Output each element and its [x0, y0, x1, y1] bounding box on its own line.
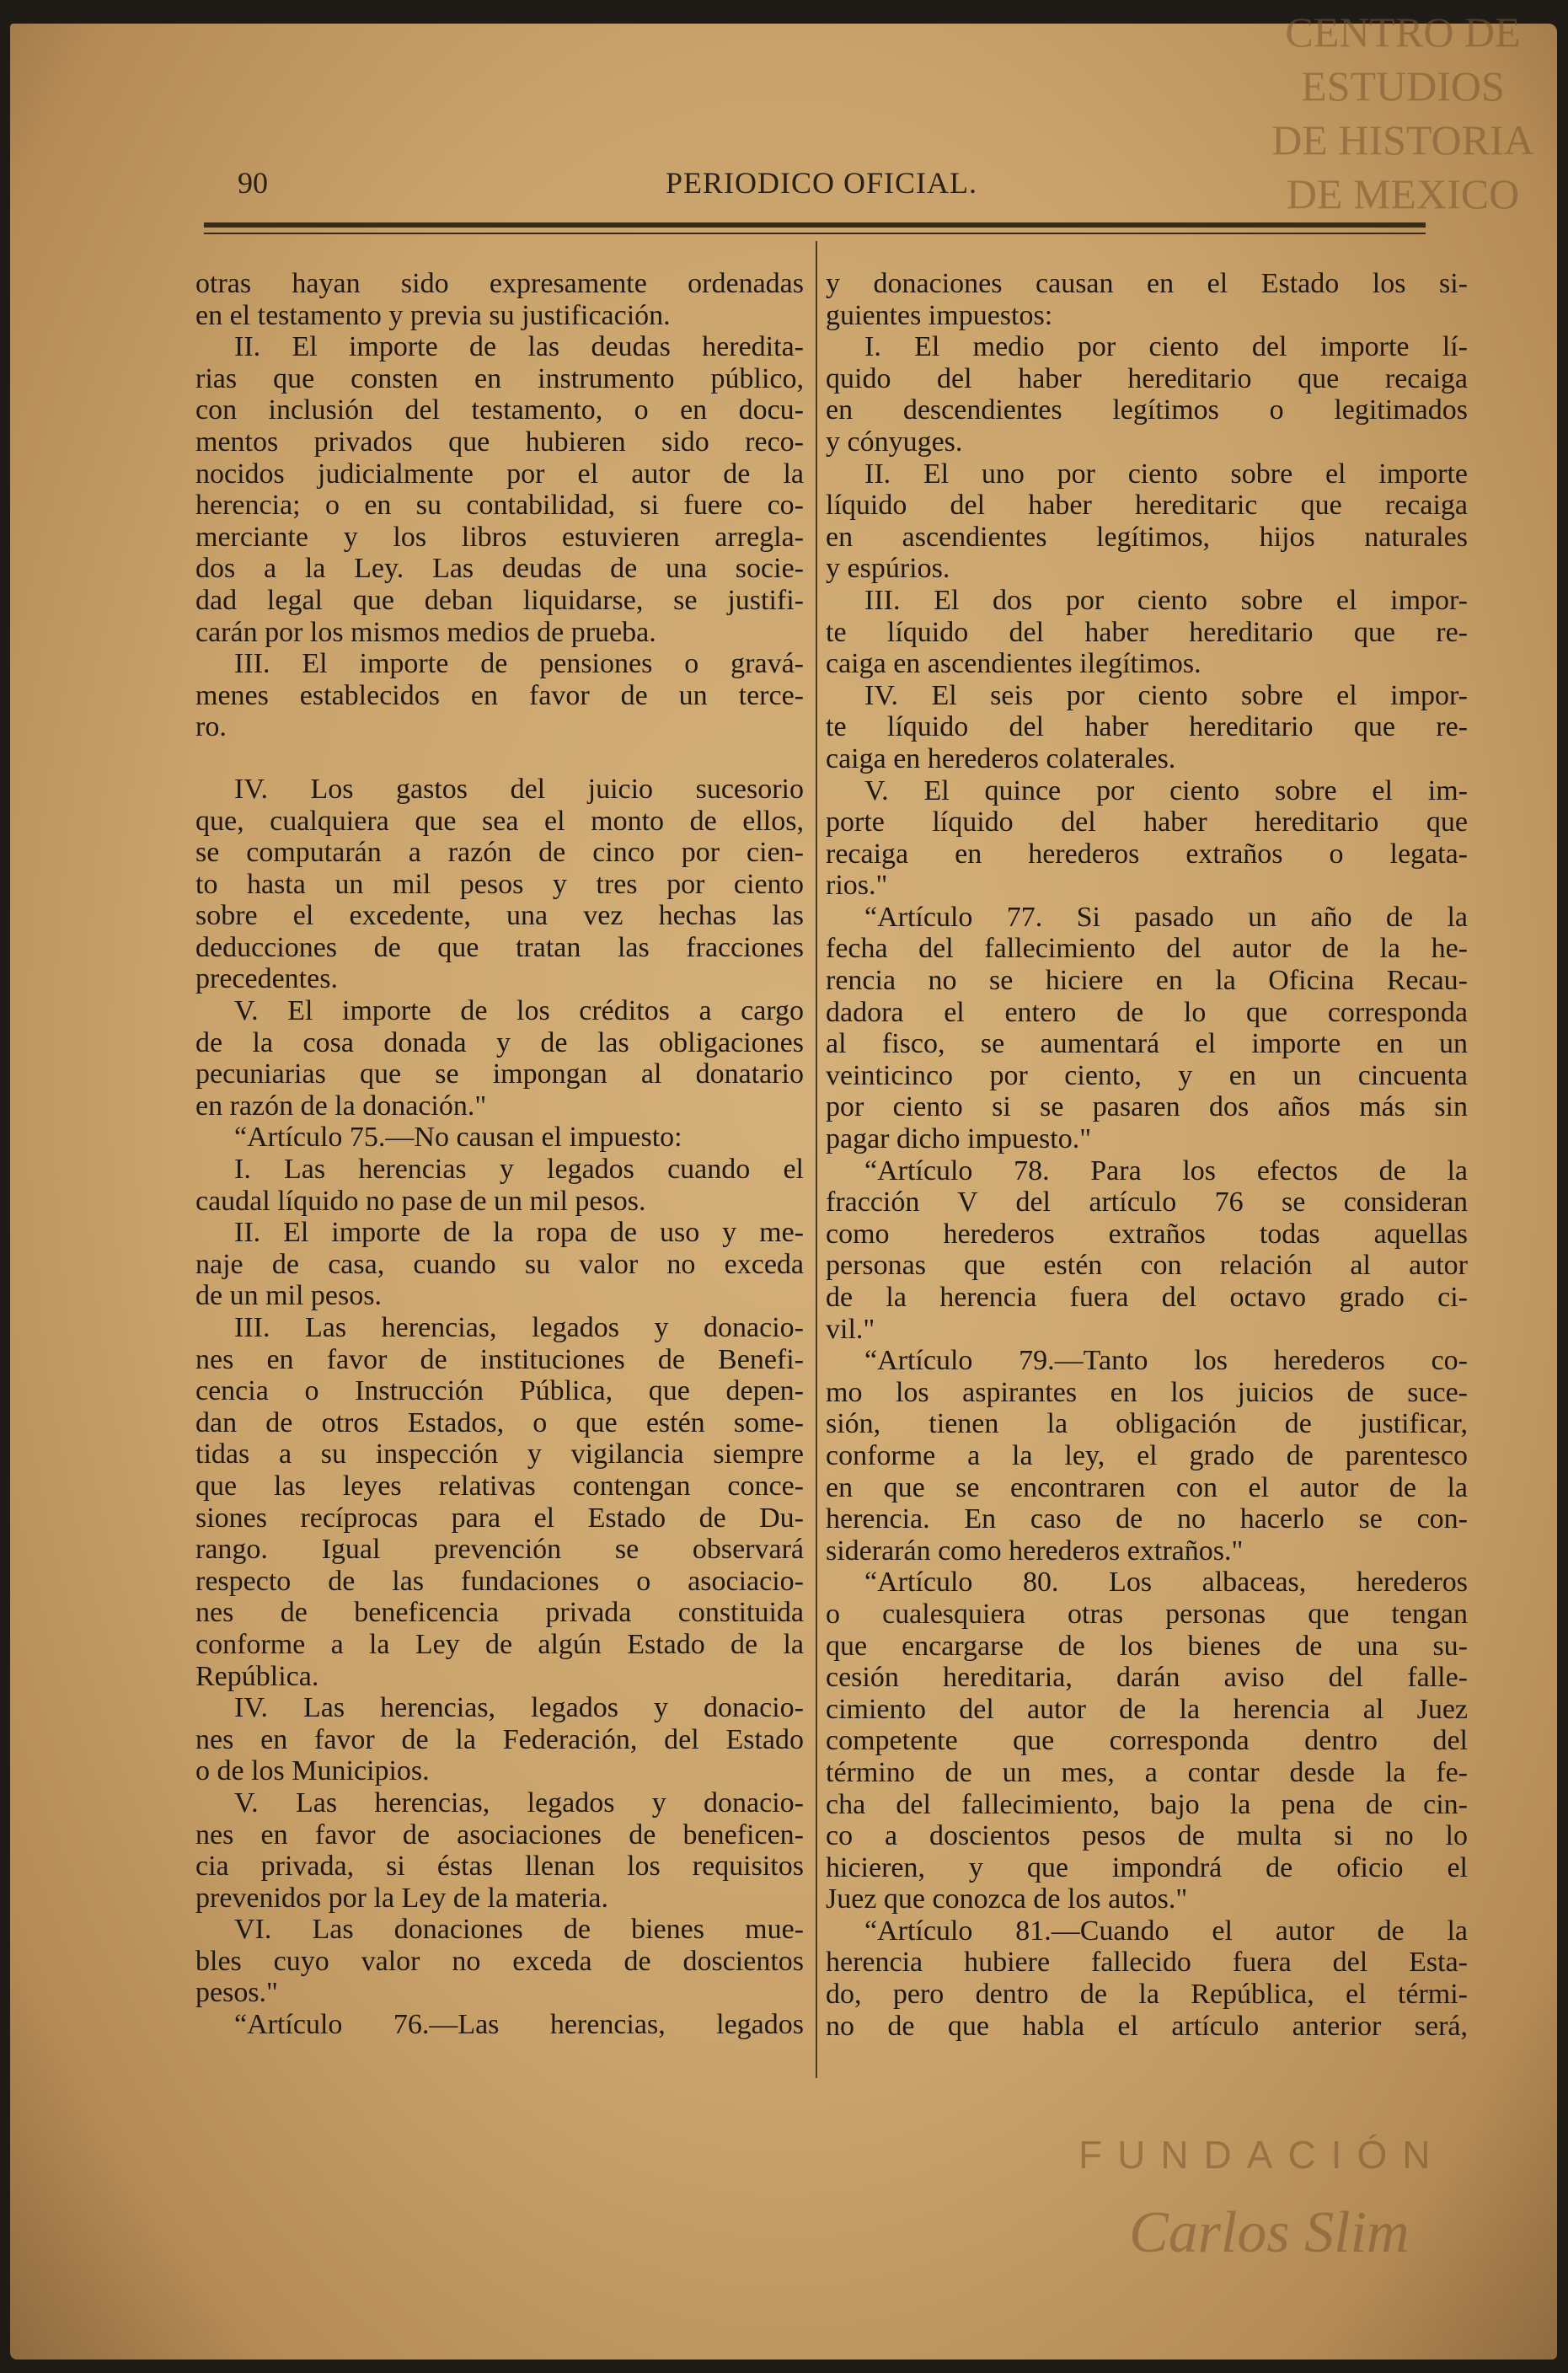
text-line: quido del haber hereditario que recaiga — [826, 362, 1468, 394]
text-line: de un mil pesos. — [195, 1280, 382, 1312]
text-line: IV. El seis por ciento sobre el impor- — [864, 679, 1468, 711]
text-line: I. Las herencias y legados cuando el — [234, 1154, 804, 1186]
text-line: dadora el entero de lo que corresponda — [826, 996, 1468, 1028]
text-line: otras hayan sido expresamente ordenadas — [195, 268, 804, 299]
watermark-line: DE MEXICO — [1286, 170, 1520, 217]
paragraph-gap — [195, 743, 804, 774]
text-line: siderarán como herederos extraños." — [826, 1535, 1244, 1567]
text-line: respecto de las fundaciones o asociacio- — [195, 1565, 804, 1597]
text-line: y espúrios. — [826, 553, 950, 585]
text-line: nocidos judicialmente por el autor de la — [195, 458, 804, 490]
text-line: dos a la Ley. Las deudas de una socie- — [195, 553, 804, 585]
text-line: menes establecidos en favor de un terce- — [195, 679, 804, 711]
watermark-line: CENTRO DE — [1285, 8, 1521, 56]
text-line: que, cualquiera que sea el monto de ellos, — [195, 805, 804, 837]
text-line: carán por los mismos medios de prueba. — [195, 616, 656, 648]
watermark-line: ESTUDIOS — [1301, 62, 1505, 110]
text-line: en el testamento y previa su justificación. — [195, 299, 671, 331]
text-line: rango. Igual prevención se observará — [195, 1534, 804, 1566]
header-rule-thick — [204, 222, 1426, 228]
text-line: caudal líquido no pase de un mil pesos. — [195, 1185, 646, 1217]
text-line: IV. Los gastos del juicio sucesorio — [234, 773, 804, 805]
text-line: como herederos extraños todas aquellas — [826, 1218, 1468, 1250]
text-line: herencia hubiere fallecido fuera del Esta- — [826, 1947, 1468, 1979]
text-line: naje de casa, cuando su valor no exceda — [195, 1248, 804, 1280]
text-line: siones recíprocas para el Estado de Du- — [195, 1502, 804, 1534]
text-line: sobre el excedente, una vez hechas las — [195, 900, 804, 932]
text-line: caiga en ascendientes ilegítimos. — [826, 648, 1201, 680]
text-line: herencia. En caso de no hacerlo se con- — [826, 1503, 1468, 1535]
text-line: cencia o Instrucción Pública, que depen- — [195, 1375, 804, 1407]
text-line: vil." — [826, 1313, 875, 1345]
text-line: o de los Municipios. — [195, 1755, 430, 1787]
text-line: personas que estén con relación al autor — [826, 1250, 1468, 1282]
text-line: nes en favor de la Federación, del Estado — [195, 1723, 804, 1755]
text-line: fracción V del artículo 76 se consideran — [826, 1186, 1468, 1219]
page-number: 90 — [238, 166, 268, 200]
text-line: merciante y los libros estuvieren arregla- — [195, 521, 804, 553]
text-line: II. El uno por ciento sobre el importe — [864, 458, 1468, 490]
text-line: precedentes. — [195, 963, 338, 995]
text-line: “Artículo 80. Los albaceas, herederos — [864, 1567, 1468, 1599]
text-line: término de un mes, a contar desde la fe- — [826, 1756, 1468, 1788]
text-line: mo los aspirantes en los juicios de suce- — [826, 1376, 1468, 1408]
text-line: sión, tienen la obligación de justificar, — [826, 1408, 1468, 1440]
text-line: II. El importe de las deudas heredita- — [234, 331, 804, 363]
text-line: en ascendientes legítimos, hijos naturales — [826, 521, 1468, 553]
text-line: cha del fallecimiento, bajo la pena de cin- — [826, 1788, 1468, 1820]
text-line: VI. Las donaciones de bienes mue- — [234, 1914, 804, 1946]
text-line: deducciones de que tratan las fracciones — [195, 931, 804, 963]
column-divider — [816, 241, 817, 2078]
text-line: nes en favor de instituciones de Benefi- — [195, 1343, 804, 1375]
text-line: pecuniarias que se impongan al donatario — [195, 1058, 804, 1090]
text-line: V. Las herencias, legados y donacio- — [234, 1786, 804, 1819]
text-line: cia privada, si éstas llenan los requisitos — [195, 1851, 804, 1883]
text-line: cesión hereditaria, darán aviso del falle- — [826, 1662, 1468, 1694]
text-line: tidas a su inspección y vigilancia siempre — [195, 1438, 804, 1470]
text-line: “Artículo 76.—Las herencias, legados — [234, 2009, 804, 2041]
text-line: do, pero dentro de la República, el térmi- — [826, 1979, 1468, 2011]
text-line: “Artículo 81.—Cuando el autor de la — [864, 1915, 1468, 1947]
text-line: rios." — [826, 870, 888, 902]
text-line: III. El dos por ciento sobre el impor- — [864, 584, 1468, 616]
text-line: co a doscientos pesos de multa si no lo — [826, 1820, 1468, 1852]
right-column — [826, 268, 1468, 2042]
text-line: al fisco, se aumentará el importe en un — [826, 1028, 1468, 1060]
text-line: de la herencia fuera del octavo grado ci- — [826, 1282, 1468, 1313]
text-line: no de que habla el artículo anterior será, — [826, 2010, 1468, 2042]
text-line: por ciento si se pasaren dos años más sin — [826, 1091, 1468, 1123]
text-line: nes en favor de asociaciones de beneficen- — [195, 1819, 804, 1851]
text-line: “Artículo 77. Si pasado un año de la — [864, 901, 1468, 933]
text-line: te líquido del haber hereditario que re- — [826, 711, 1468, 743]
text-line: bles cuyo valor no exceda de doscientos — [195, 1945, 804, 1977]
left-column — [195, 268, 804, 2041]
text-line: ro. — [195, 711, 227, 743]
publication-title: PERIODICO OFICIAL. — [666, 166, 978, 200]
text-line: porte líquido del haber hereditario que — [826, 806, 1468, 838]
text-line: rencia no se hiciere en la Oficina Recau- — [826, 965, 1468, 997]
text-line: líquido del haber hereditaric que recaiga — [826, 490, 1468, 522]
text-line: veinticinco por ciento, y en un cincuenta — [826, 1059, 1468, 1091]
text-line: y cónyuges. — [826, 426, 963, 458]
text-line: III. Las herencias, legados y donacio- — [234, 1312, 804, 1343]
text-line: V. El quince por ciento sobre el im- — [864, 774, 1468, 806]
text-line: con inclusión del testamento, o en docu- — [195, 394, 804, 426]
text-line: “Artículo 75.—No causan el impuesto: — [234, 1122, 682, 1154]
text-line: dad legal que deban liquidarse, se justifi- — [195, 584, 804, 616]
text-line: hicieren, y que impondrá de oficio el — [826, 1851, 1468, 1883]
text-line: que las leyes relativas contengan conce- — [195, 1470, 804, 1502]
text-line: te líquido del haber hereditario que re- — [826, 616, 1468, 648]
text-line: dan de otros Estados, o que estén some- — [195, 1406, 804, 1438]
text-line: caiga en herederos colaterales. — [826, 742, 1176, 774]
text-line: pesos." — [195, 1977, 278, 2009]
text-line: rias que consten en instrumento público, — [195, 362, 804, 394]
text-line: de la cosa donada y de las obligaciones — [195, 1026, 804, 1058]
watermark-signature: Carlos Slim — [1129, 2200, 1410, 2265]
text-line: “Artículo 78. Para los efectos de la — [864, 1154, 1468, 1186]
text-line: en que se encontraren con el autor de la — [826, 1471, 1468, 1503]
text-line: mentos privados que hubieren sido reco- — [195, 426, 804, 458]
text-line: competente que corresponda dentro del — [826, 1725, 1468, 1757]
text-line: to hasta un mil pesos y tres por ciento — [195, 868, 804, 900]
text-line: herencia; o en su contabilidad, si fuere co- — [195, 490, 804, 522]
text-line: y donaciones causan en el Estado los si- — [826, 268, 1468, 299]
watermark-fundacion: FUNDACIÓN — [1078, 2133, 1446, 2177]
header-rule-thin — [204, 233, 1426, 234]
text-line: pagar dicho impuesto." — [826, 1123, 1092, 1155]
text-line: República. — [195, 1660, 319, 1692]
text-line: Juez que conozca de los autos." — [826, 1883, 1188, 1915]
text-line: conforme a la Ley de algún Estado de la — [195, 1628, 804, 1660]
text-line: en descendientes legítimos o legitimados — [826, 394, 1468, 426]
text-line: recaiga en herederos extraños o legata- — [826, 838, 1468, 870]
text-line: nes de beneficencia privada constituida — [195, 1597, 804, 1629]
text-line: se computarán a razón de cinco por cien- — [195, 837, 804, 869]
text-line: en razón de la donación." — [195, 1090, 487, 1122]
watermark-line: DE HISTORIA — [1271, 116, 1534, 163]
text-line: prevenidos por la Ley de la materia. — [195, 1882, 608, 1914]
text-line: II. El importe de la ropa de uso y me- — [234, 1217, 804, 1249]
text-line: conforme a la ley, el grado de parentesco — [826, 1439, 1468, 1471]
text-line: o cualesquiera otras personas que tengan — [826, 1598, 1468, 1630]
text-line: IV. Las herencias, legados y donacio- — [234, 1692, 804, 1724]
text-line: que encargarse de los bienes de una su- — [826, 1630, 1468, 1662]
text-line: fecha del fallecimiento del autor de la he- — [826, 933, 1468, 965]
text-line: cimiento del autor de la herencia al Juez — [826, 1693, 1468, 1725]
text-line: guientes impuestos: — [826, 299, 1053, 331]
text-line: V. El importe de los créditos a cargo — [234, 995, 804, 1027]
watermark-centro-estudios — [1255, 5, 1550, 221]
text-line: “Artículo 79.—Tanto los herederos co- — [864, 1345, 1468, 1377]
text-line: I. El medio por ciento del importe lí- — [864, 331, 1468, 363]
text-line: III. El importe de pensiones o gravá- — [234, 648, 804, 680]
